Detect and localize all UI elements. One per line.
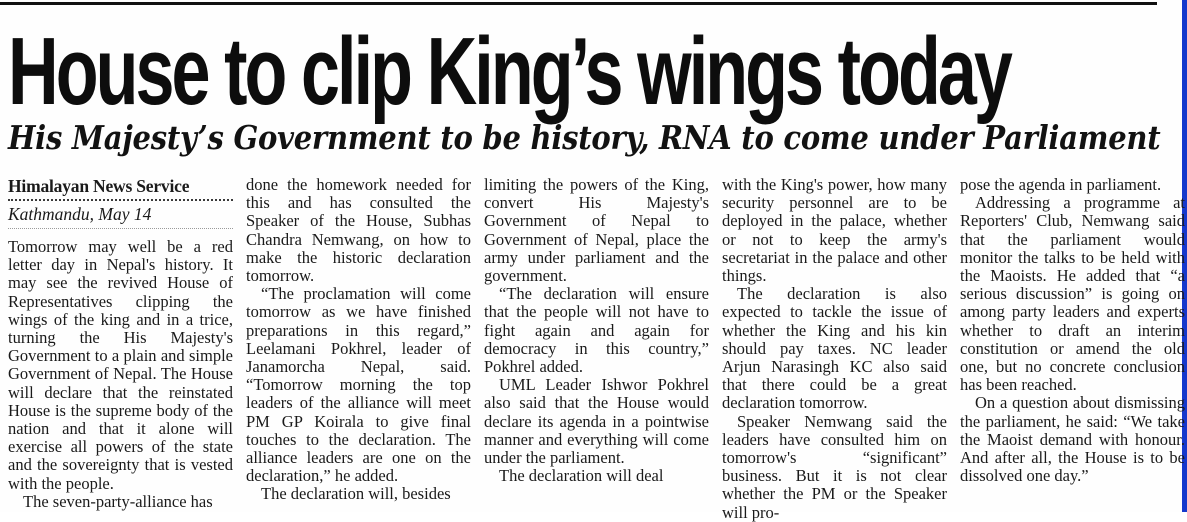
column-2-text — [246, 176, 471, 504]
article-column-3 — [484, 176, 709, 522]
paragraph: “The proclamation will come tomorrow as we have finished preparations in this regard,” Leelamani Pokhrel, leader of Janamorcha Nepal, said. “Tomorrow morning the top leaders of the alliance will meet PM GP Koirala to give final touches to the declaration. The alliance leaders are one on the declaration,” he added. — [246, 284, 471, 486]
dateline: Kathmandu, May 14 — [8, 201, 233, 229]
headline — [8, 18, 1187, 125]
paragraph: with the King's power, how many security personnel are to be deployed in the palace, whether or not to keep the army's secretariat in the palace and other things. — [722, 175, 947, 286]
paragraph: The declaration is also expected to tackle the issue of whether the King and his kin should pay taxes. NC leader Arjun Narasingh KC also said that there could be a great declaration tomorrow. — [722, 284, 947, 413]
column-5-text — [960, 176, 1185, 485]
column-3-text — [484, 176, 709, 485]
article-column-2 — [246, 176, 471, 522]
byline-block — [8, 176, 233, 229]
article-body — [8, 175, 1185, 522]
paragraph: “The declaration will ensure that the people will not have to fight again and again for democracy in this country,” Pokhrel added. — [484, 284, 709, 377]
paragraph: Speaker Nemwang said the leaders have consulted him on tomorrow's “significant” business. But it is not clear whether the PM or the Speaker will pro- — [722, 411, 947, 522]
column-4-text — [722, 176, 947, 522]
headline-text: House to clip King’s wings today — [8, 18, 1010, 125]
subheadline — [8, 118, 1187, 158]
paragraph: The declaration will deal — [499, 466, 664, 486]
paragraph: The seven-party-alliance has — [23, 491, 213, 511]
paragraph: Tomorrow may well be a red letter day in Nepal's history. It may see the revived House of Representatives clipping the wings of the king and in a trice, turning the His Majesty's Government to a plain and simple Government of Nepal. The House will declare that the reinstated House is the supreme body of the nation and that it alone will exercise all powers of the state and the sovereignty that is vested with the people. — [8, 237, 233, 493]
paragraph: The declaration will, besides — [261, 484, 451, 504]
subheadline-text: His Majesty’s Government to be history, RNA to come under Parliament — [8, 118, 1161, 157]
byline: Himalayan News Service — [8, 176, 233, 201]
article-column-1 — [8, 176, 233, 522]
article-column-5 — [960, 176, 1185, 522]
paragraph: Addressing a programme at Reporters' Club, Nemwang said that the parliament would monitor the talks to be held with the Maoists. He added that “a serious discussion” is going on among party leaders and experts whether to draft an interim constitution or amend the old one, but no concrete conclusion has been reached. — [960, 193, 1185, 395]
article-column-4 — [722, 176, 947, 522]
paragraph: limiting the powers of the King, convert His Majesty's Government of Nepal to Government of Nepal, place the army under parliament and the government. — [484, 175, 709, 286]
top-horizontal-rule — [0, 2, 1157, 5]
paragraph: done the homework needed for this and has consulted the Speaker of the House, Subhas Chandra Nemwang, on how to make the historic declaration tomorrow. — [246, 175, 471, 286]
column-1-text — [8, 238, 233, 511]
paragraph: pose the agenda in parliament. — [960, 175, 1162, 194]
paragraph: UML Leader Ishwor Pokhrel also said that the House would declare its agenda in a pointwise manner and everything will come under the parliament. — [484, 375, 709, 468]
paragraph: On a question about dismissing the parliament, he said: “We take the Maoist demand with honour. And after all, the House is to be dissolved one day.” — [960, 393, 1185, 486]
